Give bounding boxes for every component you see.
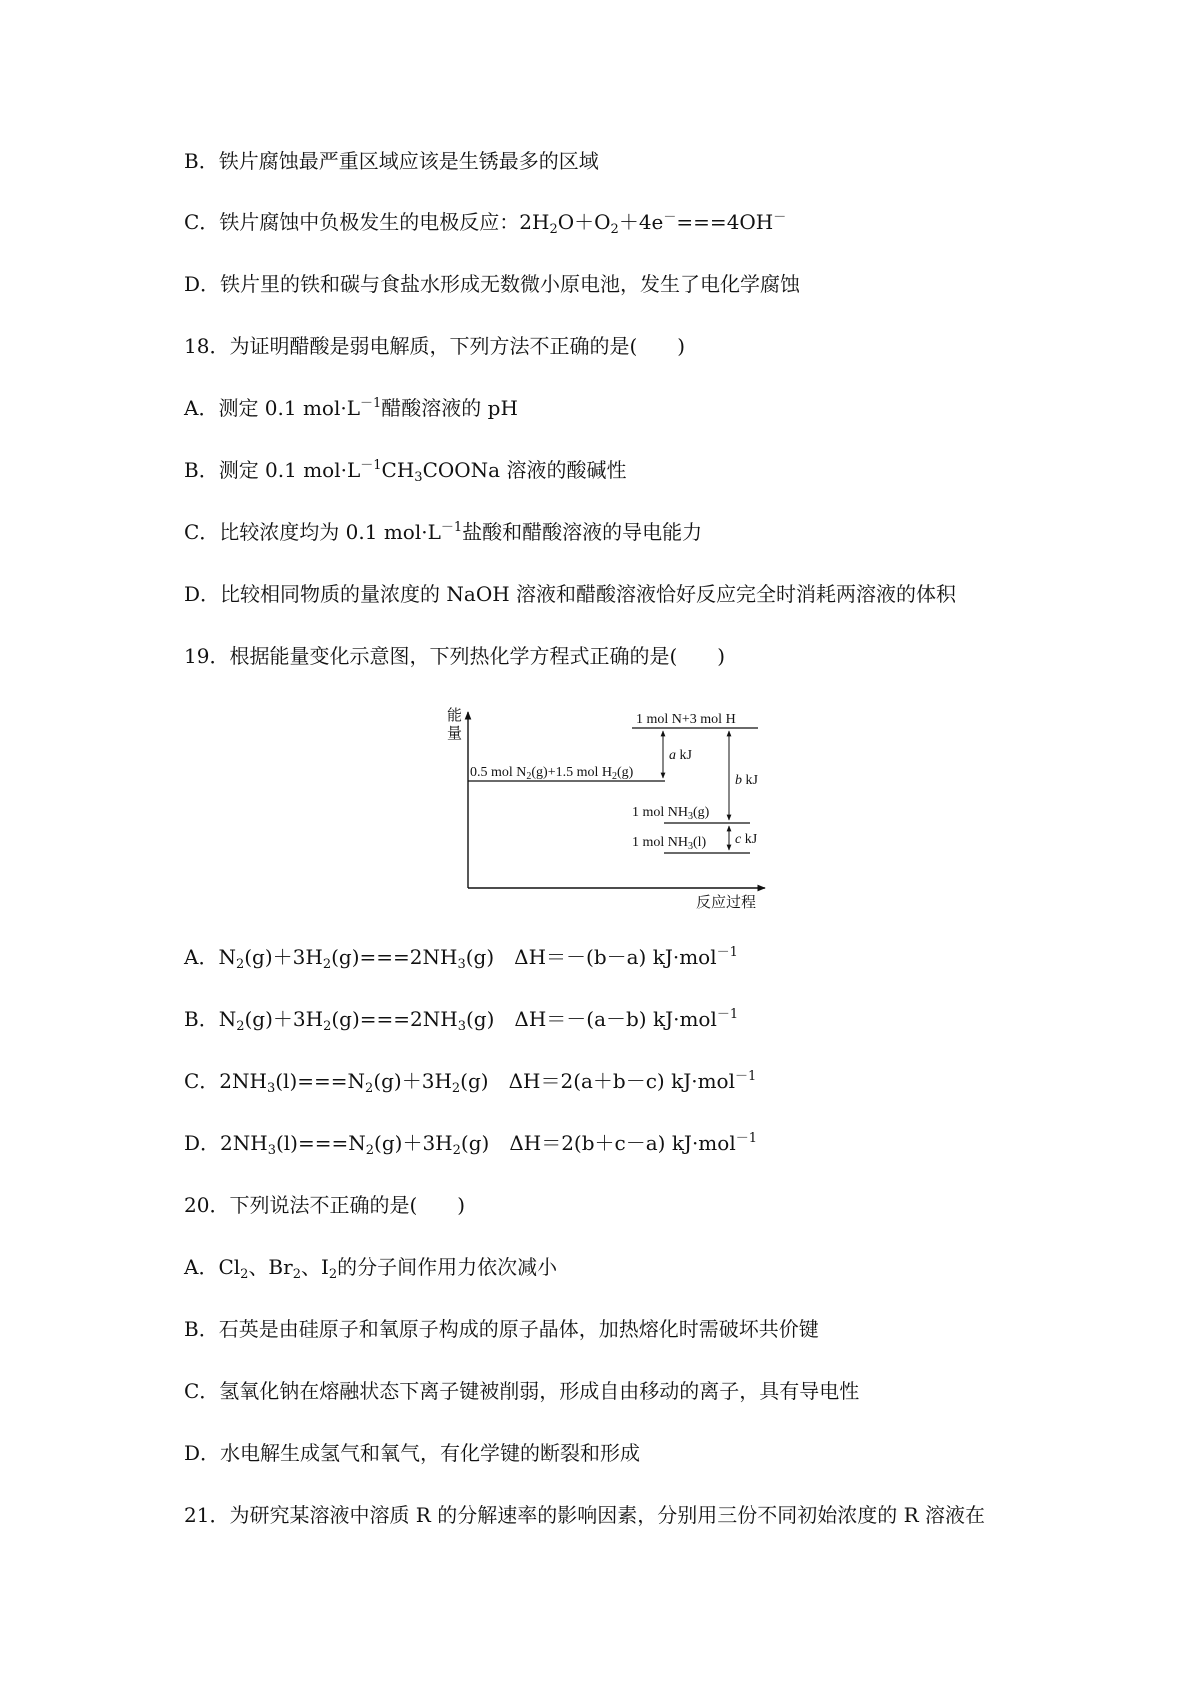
- q20-option-c: C．氢氧化钠在熔融状态下离子键被削弱，形成自由移动的离子，具有导电性: [184, 1379, 860, 1403]
- q19-option-d: D．$2NH_3(l)===N_2(g)+3H_2(g)$ ΔH＝2(b＋c－a) kJ·mol$^{-1}$: [184, 1131, 757, 1158]
- q18-option-c: C．比较浓度均为 0.1 $mol\cdot L^{-1}$盐酸和醋酸溶液的导电能力: [184, 520, 703, 544]
- q20-option-d: D．水电解生成氢气和氧气，有化学键的断裂和形成: [184, 1441, 641, 1465]
- q18-option-b: B．测定 0.1 $mol\cdot L^{-1}CH_3COONa$ 溶液的酸碱性: [184, 458, 627, 485]
- q19-option-b: B．$N_2(g)+3H_2(g)===2NH_3(g)$ ΔH＝－(a－b) kJ·mol$^{-1}$: [184, 1007, 739, 1034]
- q19-stem: 19．根据能量变化示意图，下列热化学方程式正确的是( ): [184, 644, 726, 668]
- q20-stem: 20．下列说法不正确的是( ): [184, 1193, 466, 1217]
- q17-option-c: C．铁片腐蚀中负极发生的电极反应：$2H_2O+O_2+4e^-===4OH^-$: [184, 210, 787, 237]
- q18-option-d: D．比较相同物质的量浓度的 NaOH 溶液和醋酸溶液恰好反应完全时消耗两溶液的体积: [184, 582, 957, 606]
- x-axis-label: 反应过程: [696, 893, 757, 911]
- q19-option-a: A．$N_2(g)+3H_2(g)===2NH_3(g)$ ΔH＝－(b－a) kJ·mol$^{-1}$: [184, 945, 738, 972]
- arrow-a-label: a kJ: [669, 748, 692, 763]
- q21-stem: 21．为研究某溶液中溶质 R 的分解速率的影响因素，分别用三份不同初始浓度的 R 溶液在: [184, 1503, 985, 1527]
- q17-option-b: B．铁片腐蚀最严重区域应该是生锈最多的区域: [184, 149, 599, 173]
- y-axis-label-2: 量: [447, 724, 463, 742]
- q20-option-b: B．石英是由硅原子和氧原子构成的原子晶体，加热熔化时需破坏共价键: [184, 1317, 819, 1341]
- q19-option-c: C．$2NH_3(l)===N_2(g)+3H_2(g)$ ΔH＝2(a＋b－c) kJ·mol$^{-1}$: [184, 1069, 757, 1096]
- level-top-label: 1 mol N+3 mol H: [636, 712, 736, 727]
- arrow-c-label: c kJ: [735, 832, 758, 847]
- arrow-b-label: b kJ: [735, 773, 758, 788]
- q18-option-a: A．测定 0.1 $mol\cdot L^{-1}$醋酸溶液的 pH: [184, 396, 518, 420]
- level-nh3-liquid-label: 1 mol $NH_3(l)$: [632, 835, 707, 852]
- q20-option-a: A．$Cl_2$、$Br_2$、$I_2$的分子间作用力依次减小: [184, 1255, 558, 1282]
- q17-option-d: D．铁片里的铁和碳与食盐水形成无数微小原电池，发生了电化学腐蚀: [184, 272, 801, 296]
- level-reactant-label: 0.5 mol $N_2(g)+1.5$ mol $H_2(g)$: [470, 765, 634, 782]
- y-axis-label-1: 能: [447, 706, 463, 724]
- q18-stem: 18．为证明醋酸是弱电解质，下列方法不正确的是( ): [184, 334, 686, 358]
- level-nh3-gas-label: 1 mol $NH_3(g)$: [632, 805, 710, 822]
